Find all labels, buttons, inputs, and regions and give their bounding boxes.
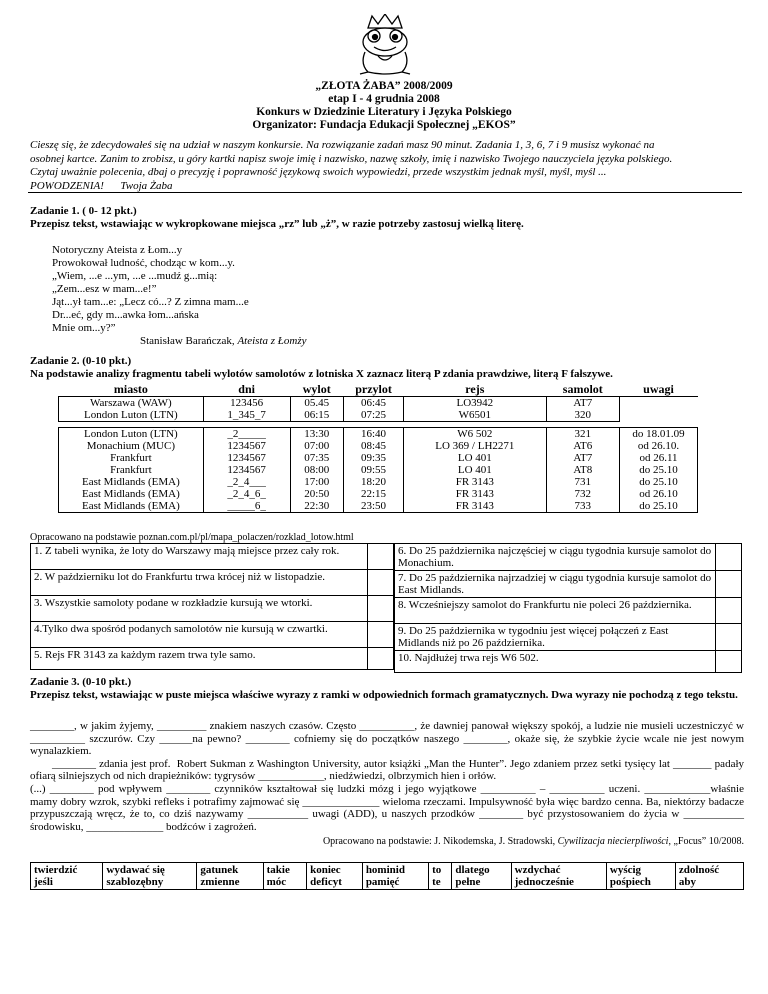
answer-box[interactable] (368, 544, 394, 570)
author-work: Ateista z Łomży (237, 335, 307, 347)
flight-value: Frankfurt (110, 452, 152, 464)
word-bank-cell (606, 863, 675, 890)
flight-value: AT8 (573, 464, 593, 476)
flight-value: East Midlands (EMA) (81, 488, 180, 500)
task1-title: Zadanie 1. ( 0- 12 pkt.) (30, 205, 137, 217)
statement-text: 9. Do 25 października w tygodniu jest więcej połączeń z East Midlands niż po 26 października. (395, 624, 716, 651)
flight-value: LO3942 (456, 397, 494, 409)
flight-value: AT6 (573, 440, 593, 452)
column-header: samolot (546, 383, 619, 397)
column-header: miasto (59, 383, 204, 397)
answer-box[interactable] (368, 622, 394, 648)
word-bank-cell (452, 863, 511, 890)
word-item: gatunek (200, 864, 239, 876)
flight-value: do 25.10 (639, 500, 678, 512)
poem-line: Notoryczny Ateista z Łom...y (52, 244, 183, 256)
statement-row (395, 544, 742, 571)
word-item: pośpiech (609, 876, 651, 888)
column-header: dni (203, 383, 290, 397)
author-name: Stanisław Barańczak, (140, 335, 238, 347)
flight-value: 17:00 (304, 476, 330, 488)
statement-text: 4.Tylko dwa spośród podanych samolotów nie kursują w czwartki. (31, 622, 368, 648)
flight-value: 23:50 (360, 500, 387, 512)
flight-value: W6 502 (457, 428, 493, 440)
flight-value: East Midlands (EMA) (81, 500, 180, 512)
flight-value: _____6_ (227, 500, 266, 512)
word-item: wyścig (609, 864, 642, 876)
flight-value: FR 3143 (455, 500, 494, 512)
flight-cell-miasto (59, 397, 204, 422)
flight-value: od 26.10. (637, 440, 680, 452)
word-item: wzdychać (514, 864, 561, 876)
statement-text: 10. Najdłużej trwa rejs W6 502. (395, 651, 716, 673)
statement-text: 6. Do 25 października najczęściej w ciągu tygodnia kursuje samolot do Monachium. (395, 544, 716, 571)
poem-line: Dr...eć, gdy m...awka łom...ańska (52, 309, 199, 321)
word-item: takie (266, 864, 290, 876)
flight-value: LO 401 (457, 452, 492, 464)
flight-value: 320 (574, 409, 592, 421)
flight-value: 18:20 (360, 476, 387, 488)
statement-row (395, 598, 742, 624)
flight-value: 05.45 (304, 397, 330, 409)
column-header: rejs (404, 383, 546, 397)
flight-value: 13:30 (304, 428, 330, 440)
flight-value: _2_____ (227, 428, 266, 440)
flight-value: 08:45 (360, 440, 387, 452)
flight-value: FR 3143 (455, 476, 494, 488)
word-item: hominid (365, 864, 405, 876)
flight-cell-samolot (546, 428, 619, 513)
word-item: jeśli (34, 876, 53, 888)
flight-value: 07:35 (304, 452, 330, 464)
column-header: przylot (343, 383, 403, 397)
flight-value: do 25.10 (639, 476, 678, 488)
flights-table (58, 383, 698, 513)
word-item: pamięć (365, 876, 400, 888)
flight-value: 16:40 (360, 428, 387, 440)
column-header: wylot (290, 383, 343, 397)
contest-name: Konkurs w Dziedzinie Literatury i Języka Polskiego (256, 106, 512, 118)
flight-value: 733 (574, 500, 592, 512)
word-bank-cell (103, 863, 197, 890)
flight-cell-przylot (343, 397, 403, 422)
statement-text: 2. W październiku lot do Frankfurtu trwa krócej niż w listopadzie. (31, 570, 368, 596)
statement-row (31, 648, 394, 670)
flight-cell-przylot (343, 428, 403, 513)
word-item: zmienne (200, 876, 240, 888)
word-item: szablozębny (106, 876, 164, 888)
flight-value: od 26.10 (639, 488, 678, 500)
word-bank-cell (31, 863, 103, 890)
flight-cell-rejs (404, 397, 546, 422)
word-bank-row (31, 863, 744, 890)
word-item: móc (266, 876, 287, 888)
flight-value: FR 3143 (455, 488, 494, 500)
answer-box[interactable] (716, 598, 742, 624)
flight-value: 123456 (230, 397, 264, 409)
word-bank-cell (511, 863, 606, 890)
intro-line: POWODZENIA! Twoja Żaba (30, 179, 173, 192)
task3-paragraph: ________, w jakim żyjemy, _________ znakiem naszych czasów. Często __________, że dawniej panował większy spokój, a ludzie nie musieli uczestniczyć w __________ szczurów. Czy ______na pewno? ________ cofniemy się do początków naszego ________, okaże się, że szybkie życie wcale nie jest nowym wynalazkiem. (30, 720, 744, 758)
statements-right (394, 543, 742, 673)
flight-group (59, 428, 698, 513)
flight-value: 07:00 (304, 440, 330, 452)
divider (28, 192, 742, 193)
word-bank-cell (429, 863, 452, 890)
flight-value: 1234567 (227, 440, 266, 452)
poem-line: Jąt...ył tam...e: „Lecz có...? Z zimna mam...e (52, 296, 249, 308)
task2-title: Zadanie 2. (0-10 pkt.) (30, 355, 132, 367)
word-bank (30, 862, 744, 890)
answer-box[interactable] (716, 544, 742, 571)
statement-row (395, 624, 742, 651)
poem-line: „Zem...esz w mam...e!” (52, 283, 157, 295)
word-item: wydawać się (106, 864, 165, 876)
statement-row (31, 622, 394, 648)
flight-value: AT7 (573, 452, 593, 464)
flight-cell-wylot (290, 397, 343, 422)
statement-row (395, 651, 742, 673)
statement-row (395, 571, 742, 598)
flight-cell-samolot (546, 397, 619, 422)
statement-text: 8. Wcześniejszy samolot do Frankfurtu nie poleci 26 października. (395, 598, 716, 624)
flight-value: 09:55 (360, 464, 387, 476)
answer-box[interactable] (716, 624, 742, 651)
task1-heading (30, 205, 744, 231)
answer-box[interactable] (368, 596, 394, 622)
word-item: pełne (455, 876, 481, 888)
source-suffix: , „Focus” 10/2008. (668, 836, 744, 847)
task3-source (30, 835, 744, 848)
statement-text: 1. Z tabeli wynika, że loty do Warszawy mają miejsce przez cały rok. (31, 544, 368, 570)
word-item: aby (678, 876, 696, 888)
flight-value: 06:15 (304, 409, 330, 421)
word-item: jednocześnie (514, 876, 574, 888)
flight-value: 20:50 (304, 488, 330, 500)
poem-author (52, 335, 552, 348)
word-item: te (432, 876, 441, 888)
task1-poem (52, 244, 552, 348)
word-item: zdolność (678, 864, 720, 876)
flight-value: 1_345_7 (227, 409, 266, 421)
task1-instruction: Przepisz tekst, wstawiając w wykropkowane miejsca „rz” lub „ż”, w razie potrzeby zastosuj wielką literę. (30, 218, 524, 230)
flight-cell-wylot (290, 428, 343, 513)
flight-group (59, 397, 698, 422)
poem-line: Prowokował ludność, chodząc w kom...y. (52, 257, 235, 269)
flight-value: do 25.10 (639, 464, 678, 476)
flight-value: od 26.11 (639, 452, 678, 464)
flight-value: 731 (574, 476, 592, 488)
flight-value: Monachium (MUC) (86, 440, 175, 452)
contest-organizer: Organizator: Fundacja Edukacji Społecznej „EKOS” (252, 119, 516, 131)
word-item: koniec (310, 864, 341, 876)
flight-value: East Midlands (EMA) (81, 476, 180, 488)
task2-heading (30, 355, 744, 381)
flight-value: 1234567 (227, 464, 266, 476)
answer-box[interactable] (368, 570, 394, 596)
flight-value: W6501 (458, 409, 492, 421)
statements-left (30, 543, 394, 670)
task3-paragraph: (...) ________ pod wpływem ________ czynników kształtował się ludzki mózg i jego wyjątkowe __________ – __________ uczeni. ____________właśnie mamy dobry wzrok, szybki refleks i potrafimy zajmować się ______________ wieloma rzeczami. Impulsywność była więc bardzo cenna. Ba, niektórzy badacze przypuszczają wręcz, że to, co dziś nazywamy ___________ uwagi (ADD), u naszych przodków ________ być przystosowaniem do życia w ___________ środowisku, ______________ bodźców i zagrożeń. (30, 782, 744, 833)
word-item: twierdzić (34, 864, 78, 876)
flight-value: 22:15 (360, 488, 387, 500)
flight-cell-uwagi (620, 397, 698, 422)
flight-value: 22:30 (304, 500, 330, 512)
column-header: uwagi (620, 383, 698, 397)
flight-value: 06:45 (360, 397, 387, 409)
flight-cell-rejs (404, 428, 546, 513)
statement-text: 3. Wszystkie samoloty podane w rozkładzie kursują we wtorki. (31, 596, 368, 622)
flight-value: 321 (574, 428, 592, 440)
answer-box[interactable] (716, 651, 742, 673)
flight-value: 732 (574, 488, 592, 500)
word-bank-cell (362, 863, 428, 890)
word-item: deficyt (310, 876, 342, 888)
task3-title: Zadanie 3. (0-10 pkt.) (30, 676, 132, 688)
contest-title: „ZŁOTA ŻABA” 2008/2009 (315, 80, 453, 92)
flight-value: 09:35 (360, 452, 387, 464)
flight-value: Frankfurt (110, 464, 152, 476)
flights-header-row (59, 383, 698, 397)
flight-value: LO 401 (457, 464, 492, 476)
task3-instruction: Przepisz tekst, wstawiając w puste miejsca właściwe wyrazy z ramki w odpowiednich formach gramatycznych. Dwa wyrazy nie pochodzą z tego tekstu. (30, 689, 738, 701)
statement-row (31, 596, 394, 622)
task3-heading (30, 676, 744, 702)
flight-value: London Luton (LTN) (84, 409, 178, 421)
word-bank-cell (675, 863, 743, 890)
answer-box[interactable] (368, 648, 394, 670)
statement-row (31, 570, 394, 596)
source-prefix: Opracowano na podstawie: J. Nikodemska, J. Stradowski, (322, 836, 558, 847)
flight-value: 1234567 (227, 452, 266, 464)
flight-value: Warszawa (WAW) (90, 397, 172, 409)
intro-line: Cieszę się, że zdecydowałeś się na udział w naszym konkursie. Na rozwiązanie zadań masz 90 minut. Zadania 1, 3, 6, 7 i 9 musisz wykonać na (30, 139, 655, 151)
flight-value: _2_4_6_ (227, 488, 266, 500)
flight-value: London Luton (LTN) (84, 428, 178, 440)
flight-cell-uwagi (620, 428, 698, 513)
flight-cell-dni (203, 428, 290, 513)
poem-line: Mnie om...y?” (52, 322, 116, 334)
flight-value: 08:00 (304, 464, 330, 476)
flight-value: 07:25 (360, 409, 387, 421)
statement-text: 5. Rejs FR 3143 za każdym razem trwa tyle samo. (31, 648, 368, 670)
intro-line: Czytaj uważnie polecenia, dbaj o precyzję i poprawność językową swoich wypowiedzi, przede wszystkim jednak myśl, myśl, myśl ... (30, 166, 607, 178)
word-bank-cell (197, 863, 263, 890)
frog-logo (350, 14, 420, 76)
intro-text (30, 139, 740, 193)
task3-text (30, 720, 747, 833)
task3-paragraph: ________ zdania jest prof. Robert Sukman z Washington University, autor książki „Man the Hunter”. Jego zdaniem przez setki tysięcy lat _______ padały ofiarą silniejszych od nich drapieżników: tygrysów ____________, niedźwiedzi, olbrzymich hien i orłów. (30, 757, 747, 783)
statement-text: 7. Do 25 października najrzadziej w ciągu tygodnia kursuje samolot do East Midlands. (395, 571, 716, 598)
word-bank-cell (307, 863, 363, 890)
flight-value: _2_4___ (227, 476, 266, 488)
word-bank-cell (263, 863, 306, 890)
contest-header (0, 80, 768, 132)
poem-line: „Wiem, ...e ...ym, ...e ...mudź g...mią: (52, 270, 218, 282)
task2-source: Opracowano na podstawie poznan.com.pl/pl/mapa_polaczen/rozklad_lotow.html (30, 532, 354, 543)
word-item: to (432, 864, 442, 876)
statement-row (31, 544, 394, 570)
intro-line: osobnej kartce. Zanim to zrobisz, u góry kartki napisz swoje imię i nazwisko, nazwę szkoły, imię i nazwisko Twojego nauczyciela języka polskiego. (30, 152, 673, 165)
flight-value: AT7 (573, 397, 593, 409)
word-item: dlatego (455, 864, 490, 876)
task2-instruction: Na podstawie analizy fragmentu tabeli wylotów samolotów z lotniska X zaznacz literą P zdania prawdziwe, literą F fałszywe. (30, 368, 613, 380)
answer-box[interactable] (716, 571, 742, 598)
contest-stage: etap I - 4 grudnia 2008 (328, 93, 440, 105)
flight-cell-miasto (59, 428, 204, 513)
flight-cell-dni (203, 397, 290, 422)
flight-value: LO 369 / LH2271 (435, 440, 515, 452)
source-work: Cywilizacja niecierpliwości (557, 836, 669, 847)
flight-value: do 18.01.09 (632, 428, 685, 440)
